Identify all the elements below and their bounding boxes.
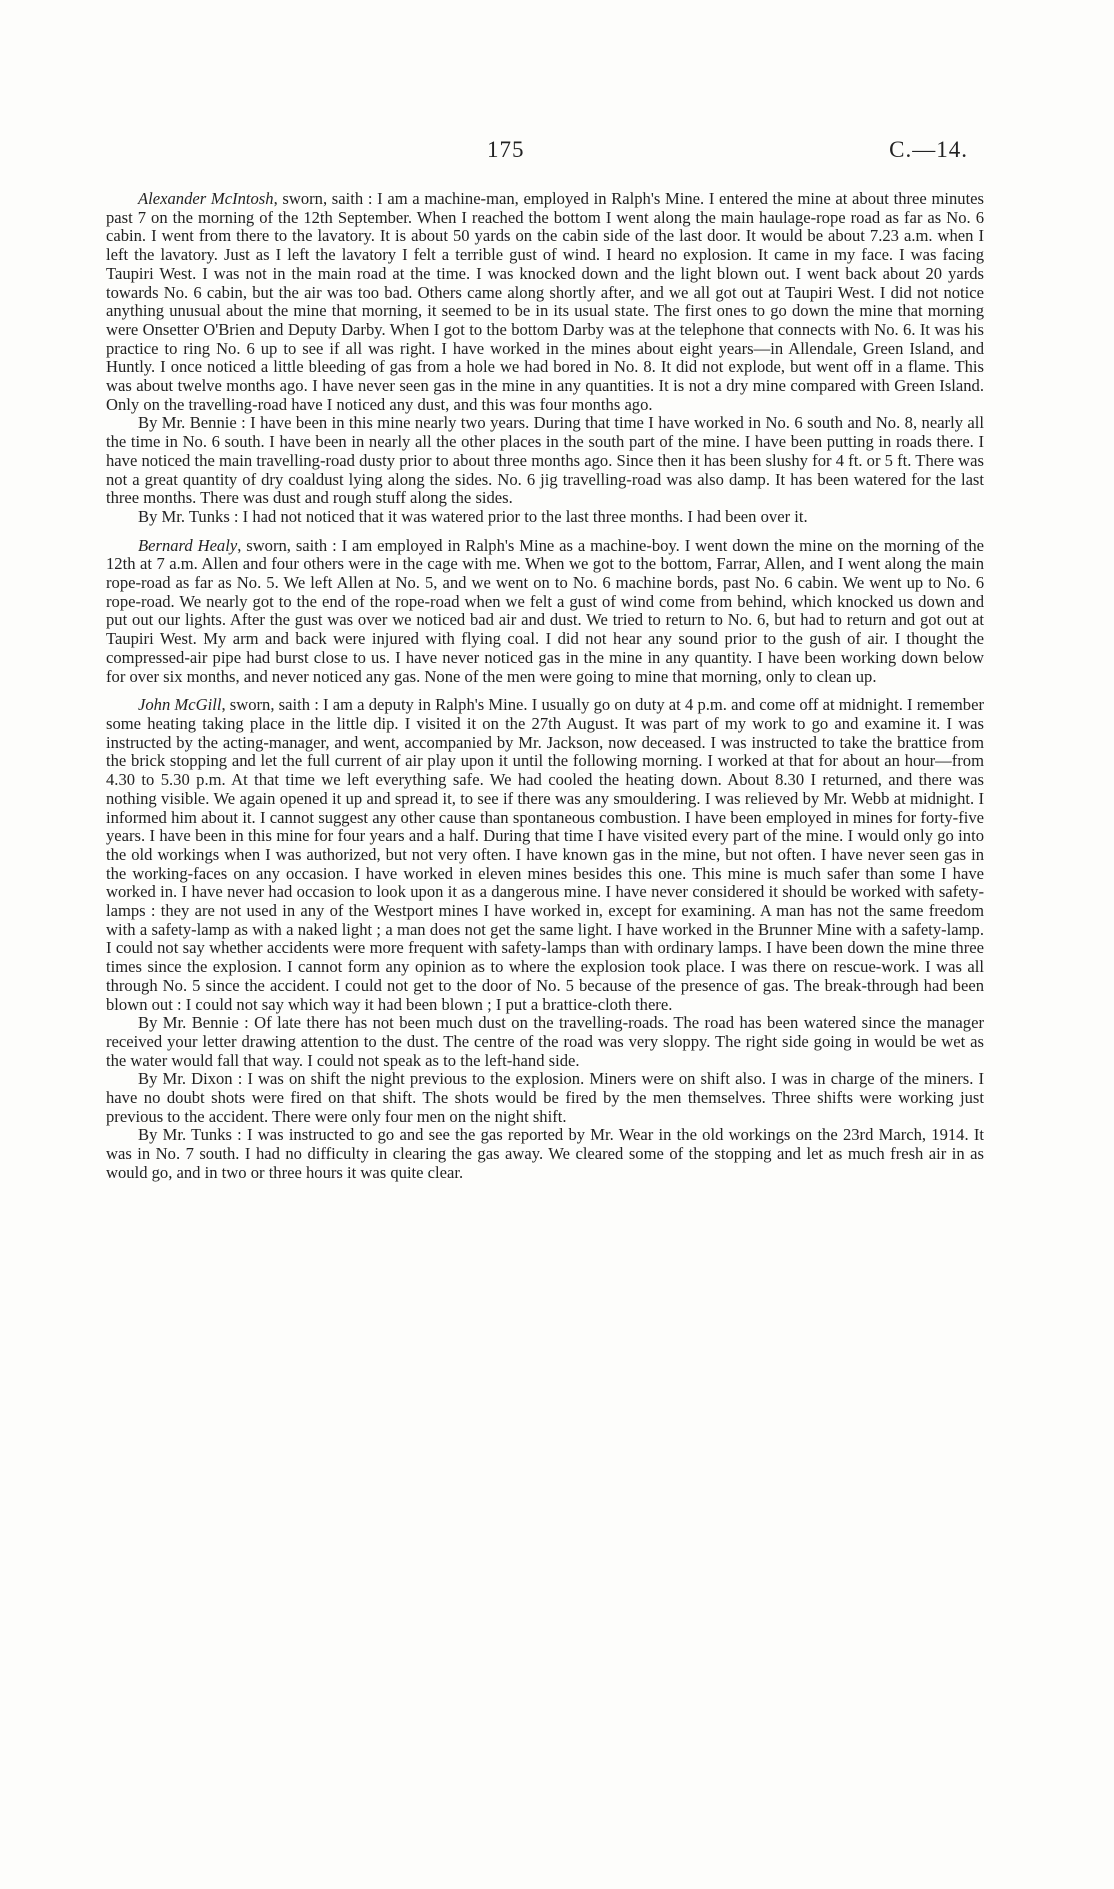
witness-name: Bernard Healy (138, 535, 238, 555)
examination-tunks-2 (106, 1126, 984, 1182)
paragraph-text: By Mr. Tunks : I was instructed to go and see the gas reported by Mr. Wear in the old workings on the 23rd March, 1914. It was in No. 7 south. I had no difficulty in clearing the gas away. We cleared some of the stopping and let as much fresh air in as would go, and in two or three hours it was quite clear. (106, 1125, 984, 1182)
testimony-mcintosh (106, 190, 984, 414)
paragraph-text: , sworn, saith : I am a deputy in Ralph's Mine. I usually go on duty at 4 p.m. and come off at midnight. I remember some heating taking place in the little dip. I visited it on the 27th August. It was part of my work to go and examine it. I was instructed by the acting-manager, and went, accompanied by Mr. Jackson, now deceased. I was instructed to take the brattice from the brick stopping and let the full current of air play upon it until the following morning. I worked at that for about an hour—from 4.30 to 5.30 p.m. At that time we left everything safe. We had cooled the heating down. About 8.30 I returned, and there was nothing visible. We again opened it up and spread it, to see if there was any smouldering. I was relieved by Mr. Webb at midnight. I informed him about it. I cannot suggest any other cause than spontaneous combustion. I have been employed in mines for forty-five years. I have been in this mine for four years and a half. During that time I have visited every part of the mine. I would only go into the old workings when I was authorized, but not very often. I have known gas in the mine, but not often. I have never seen gas in the working-faces on any occasion. I have worked in eleven mines besides this one. This mine is much safer than some I have worked in. I have never had occasion to look upon it as a dangerous mine. I have never considered it should be worked with safety-lamps : they are not used in any of the Westport mines I have worked in, except for examining. A man has not the same freedom with a safety-lamp as with a naked light ; a man does not get the same light. I have worked in the Brunner Mine with a safety-lamp. I could not say whether accidents were more frequent with safety-lamps than with ordinary lamps. I have been down the mine three times since the explosion. I cannot form any opinion as to where the explosion took place. I was there on rescue-work. I was all through No. 5 since the accident. I could not get to the door of No. 5 because of the presence of gas. The break-through had been blown out : I could not say which way it had been blown ; I put a brattice-cloth there. (106, 695, 984, 1014)
examination-dixon (106, 1070, 984, 1126)
testimony-healy (106, 537, 984, 687)
paragraph-text: By Mr. Bennie : Of late there has not been much dust on the travelling-roads. The road has been watered since the manager received your letter drawing attention to the dust. The centre of the road was very sloppy. The right side going in would be wet as the water would fall that way. I could not speak as to the left-hand side. (106, 1013, 984, 1070)
witness-name: Alexander McIntosh (138, 189, 274, 208)
witness-name: John McGill (138, 695, 222, 715)
document-reference: C.—14. (889, 137, 968, 162)
paragraph-text: , sworn, saith : I am a machine-man, employed in Ralph's Mine. I entered the mine at about three minutes past 7 on the morning of the 12th September. When I reached the bottom I went along the main haulage-rope road as far as No. 6 cabin. I went from there to the lavatory. It is about 50 yards on the cabin side of the last door. It would be about 7.23 a.m. when I left the lavatory. Just as I left the lavatory I felt a terrible gust of wind. I heard no explosion. It came in my face. I was facing Taupiri West. I was not in the main road at the time. I was knocked down and the light blown out. I went back about 20 yards towards No. 6 cabin, but the air was too bad. Others came along shortly after, and we all got out at Taupiri West. I did not notice anything unusual about the mine that morning, it seemed to be in its usual state. The first ones to go down the mine that morning were Onsetter O'Brien and Deputy Darby. When I got to the bottom Darby was at the telephone that connects with No. 6. It was his practice to ring No. 6 up to see if all was right. I have worked in the mines about eight years—in Allendale, Green Island, and Huntly. I once noticed a little bleeding of gas from a hole we had bored in No. 8. It did not explode, but went off in a flame. This was about twelve months ago. I have never seen gas in the mine in any quantities. It is not a dry mine compared with Green Island. Only on the travelling-road have I noticed any dust, and this was four months ago. (106, 189, 984, 414)
testimony-mcgill (106, 696, 984, 1014)
paragraph-text: , sworn, saith : I am employed in Ralph's Mine as a machine-boy. I went down the mine on the morning of the 12th at 7 a.m. Allen and four others were in the cage with me. When we got to the bottom, Farrar, Allen, and I went along the main rope-road as far as No. 5. We left Allen at No. 5, and we went on to No. 6 machine bords, past No. 6 cabin. We went up to No. 6 rope-road. We nearly got to the end of the rope-road when we felt a gust of wind come from behind, which knocked us down and put out our lights. After the gust was over we noticed bad air and dust. We tried to return to No. 6, but had to return and got out at Taupiri West. My arm and back were injured with flying coal. I did not hear any sound prior to the gush of air. I thought the compressed-air pipe had burst close to us. I have never noticed gas in the mine in any quantity. I have been working down below for over six months, and never noticed any gas. None of the men were going to mine that morning, only to clean up. (106, 535, 984, 686)
page-header (0, 137, 1114, 167)
paragraph-text: By Mr. Bennie : I have been in this mine nearly two years. During that time I have worked in No. 6 south and No. 8, nearly all the time in No. 6 south. I have been in nearly all the other places in the south part of the mine. I have been putting in roads there. I have noticed the main travelling-road dusty prior to about three months ago. Since then it has been slushy for 4 ft. or 5 ft. There was not a great quantity of dry coaldust lying along the sides. No. 6 jig travelling-road was also damp. It has been watered for the last three months. There was dust and rough stuff along the sides. (106, 413, 984, 508)
page-number: 175 (487, 137, 525, 162)
paragraph-text: By Mr. Tunks : I had not noticed that it was watered prior to the last three months. I had been over it. (138, 506, 808, 526)
examination-tunks (106, 508, 984, 527)
document-body (106, 190, 984, 1183)
paragraph-text: By Mr. Dixon : I was on shift the night previous to the explosion. Miners were on shift also. I was in charge of the miners. I have no doubt shots were fired on that shift. The shots would be fired by the men themselves. Three shifts were working just previous to the accident. There were only four men on the night shift. (106, 1069, 984, 1126)
examination-bennie-2 (106, 1014, 984, 1070)
examination-bennie (106, 414, 984, 508)
